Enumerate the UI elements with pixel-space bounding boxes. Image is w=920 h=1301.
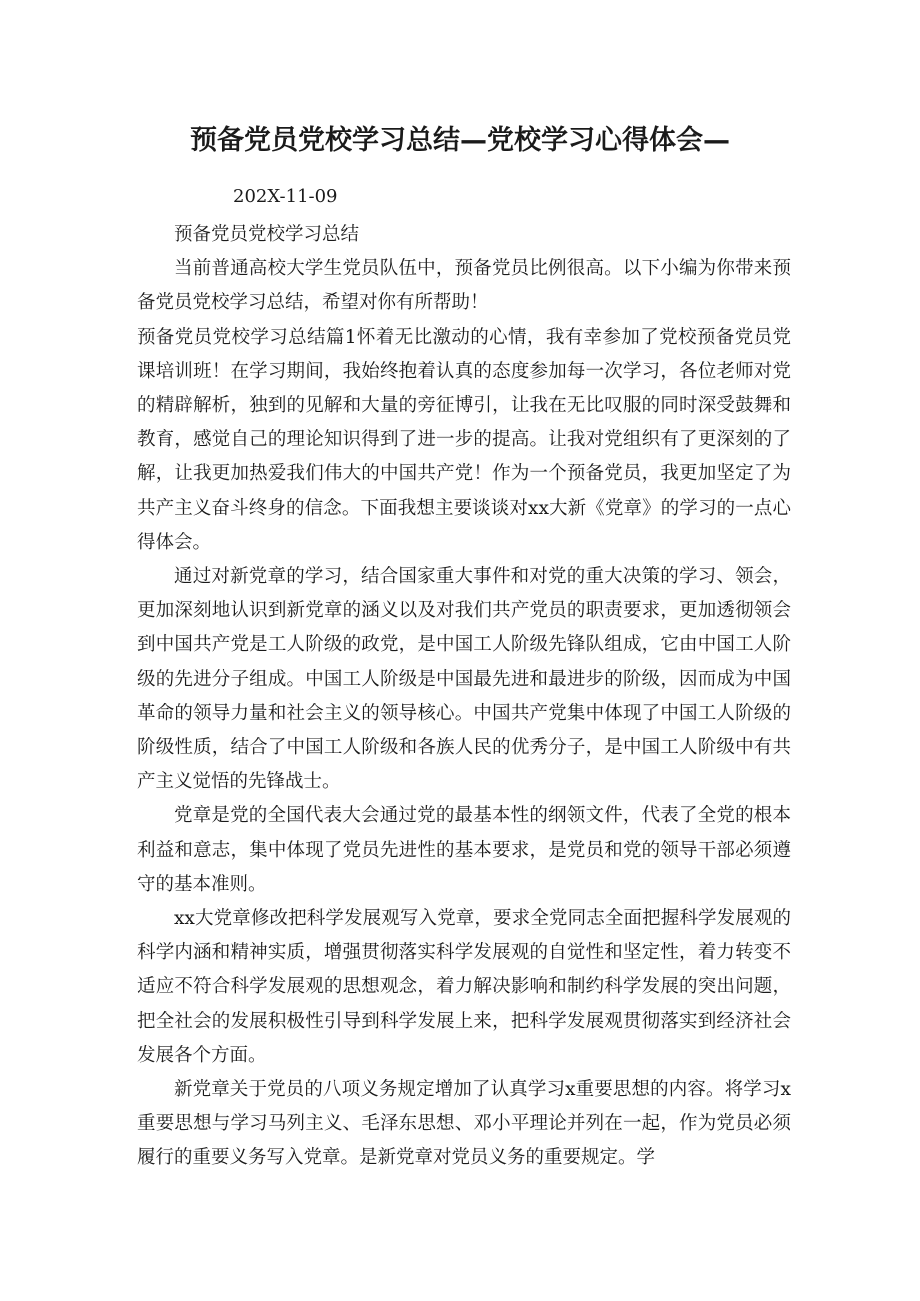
paragraph: 通过对新党章的学习，结合国家重大事件和对党的重大决策的学习、领会，更加深刻地认识到新党章的涵义以及对我们共产党员的职责要求，更加透彻领会到中国共产党是工人阶级的政党，是中国工人阶级先锋队组成，它由中国工人阶级的先进分子组成。中国工人阶级是中国最先进和最进步的阶级，因而成为中国革命的领导力量和社会主义的领导核心。中国共产党集中体现了中国工人阶级的阶级性质，结合了中国工人阶级和各族人民的优秀分子，是中国工人阶级中有共产主义觉悟的先锋战士。 xyxy=(137,566,791,793)
document-title: 预备党员党校学习总结—党校学习心得体会— xyxy=(190,125,730,156)
paragraph: 新党章关于党员的八项义务规定增加了认真学习x重要思想的内容。将学习x重要思想与学习马列主义、毛泽东思想、邓小平理论并列在一起，作为党员必须履行的重要义务写入党章。是新党章对党员义务的重要规定。学 xyxy=(137,1079,791,1169)
paragraph-chapter-1: 预备党员党校学习总结篇1怀着无比激动的心情，我有幸参加了党校预备党员党课培训班！在学习期间，我始终抱着认真的态度参加每一次学习，各位老师对党的精辟解析，独到的见解和大量的旁征博引，让我在无比叹服的同时深受鼓舞和教育，感觉自己的理论知识得到了进一步的提高。让我对党组织有了更深刻的了解，让我更加热爱我们伟大的中国共产党！作为一个预备党员，我更加坚定了为共产主义奋斗终身的信念。下面我想主要谈谈对xx大新《党章》的学习的一点心得体会。 xyxy=(137,326,791,553)
document-body xyxy=(137,218,791,1176)
paragraph: 党章是党的全国代表大会通过党的最基本性的纲领文件，代表了全党的根本利益和意志，集中体现了党员先进性的基本要求，是党员和党的领导干部必须遵守的基本准则。 xyxy=(137,805,791,895)
paragraph-intro: 当前普通高校大学生党员队伍中，预备党员比例很高。以下小编为你带来预备党员党校学习总结，希望对你有所帮助！ xyxy=(137,258,791,314)
paragraph: xx大党章修改把科学发展观写入党章，要求全党同志全面把握科学发展观的科学内涵和精神实质，增强贯彻落实科学发展观的自觉性和坚定性，着力转变不适应不符合科学发展观的思想观念，着力解决影响和制约科学发展的突出问题，把全社会的发展积极性引导到科学发展上来，把科学发展观贯彻落实到经济社会发展各个方面。 xyxy=(137,908,791,1066)
paragraph-subtitle: 预备党员党校学习总结 xyxy=(174,224,360,245)
document-date: 202X-11-09 xyxy=(233,186,338,207)
